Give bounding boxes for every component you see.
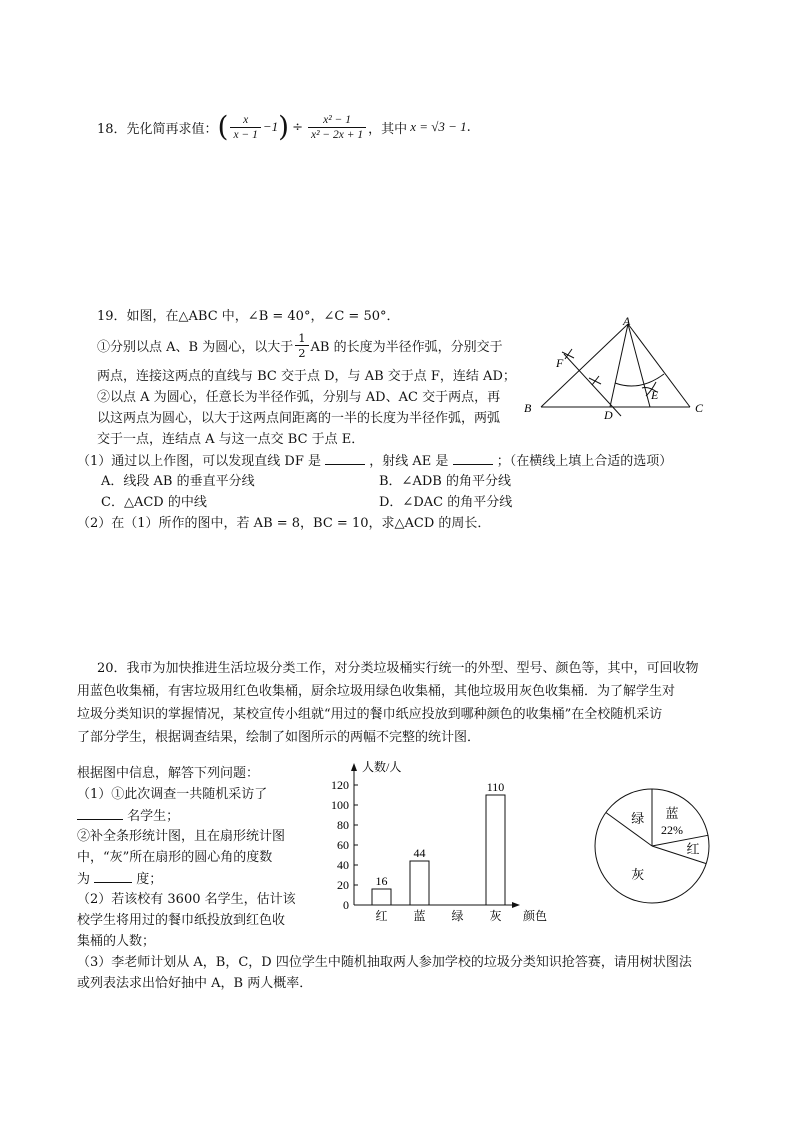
label-c: C (695, 401, 704, 415)
q19-step1-line2: 两点，连接这两点的直线与 BC 交于点 D，与 AB 交于点 F，连结 AD； (97, 369, 516, 384)
bar-value-label: 44 (413, 846, 426, 860)
q20-blank-total[interactable] (77, 805, 123, 820)
arc-a-center (615, 374, 664, 386)
side-ac (628, 324, 690, 407)
pie-chart (590, 786, 718, 904)
q19-intro: 19．如图，在△ABC 中，∠B = 40°，∠C = 50°． (97, 309, 400, 324)
pie-percent-label: 22% (660, 822, 683, 837)
q20-p2-b: 校学生将用过的餐巾纸投放到红色收 (77, 913, 286, 928)
q19-part1: （1）通过以上作图，可以发现直线 DF 是 ，射线 AE 是 ；（在横线上填上合适的选项） (77, 450, 672, 472)
q19-option-b: B．∠ADB 的角平分线 (379, 474, 511, 489)
bar-chart-ytick-label: 20 (337, 878, 349, 892)
ray-ae (628, 324, 650, 407)
q18-left-paren: ( (217, 110, 229, 143)
q19-part2: （2）在（1）所作的图中，若 AB = 8，BC = 10，求△ACD 的周长． (77, 516, 491, 531)
q20-intro-3: 垃圾分类知识的掌握情况，某校宣传小组就“用过的餐巾纸应投放到哪种颜色的收集桶”在全校随机采访 (77, 707, 663, 722)
side-ab (541, 324, 628, 407)
q20-prompt: 根据图中信息，解答下列问题： (77, 766, 260, 781)
q20-p1-c: ②补全条形统计图，且在扇形统计图 (77, 829, 286, 844)
q20-intro-1: 20．我市为加快推进生活垃圾分类工作，对分类垃圾桶实行统一的外型、型号、颜色等，其中，可回收物 (97, 661, 699, 676)
q19-option-c: C．△ACD 的中线 (101, 495, 207, 510)
bar-chart-y-arrow (351, 763, 357, 771)
bar-category-label: 蓝 (413, 909, 426, 923)
q20-p1-a: （1）①此次调查一共随机采访了 (77, 787, 268, 802)
bar-chart-ytick-label: 100 (331, 798, 349, 812)
bar-chart-ytick-label: 60 (337, 838, 349, 852)
bar-蓝 (410, 861, 429, 905)
q19-step2-line3: 交于一点，连结点 A 与这一点交 BC 于点 E． (97, 432, 365, 447)
q20-p3-b: 或列表法求出恰好抽中 A，B 两人概率． (77, 976, 313, 991)
bar-chart-x-arrow (512, 902, 520, 908)
pie-label-灰: 灰 (631, 866, 645, 882)
bar-红 (372, 889, 391, 905)
label-e: E (651, 388, 659, 402)
q19-option-d: D．∠DAC 的角平分线 (379, 495, 513, 510)
pie-label-绿: 绿 (631, 811, 645, 827)
q20-p1-d: 中，“灰”所在扇形的圆心角的度数 (77, 850, 273, 865)
q20-intro-2: 用蓝色收集桶，有害垃圾用红色收集桶，厨余垃圾用绿色收集桶，其他垃圾用灰色收集桶．为了解学生对 (77, 684, 676, 699)
q19-step2-line2: 以这两点为圆心，以大于这两点间距离的一半的长度为半径作弧，两弧 (97, 411, 501, 426)
q18-condition: x = √3 − 1 (410, 119, 467, 134)
bar-category-label: 红 (375, 909, 388, 923)
q19-option-a: A．线段 AB 的垂直平分线 (101, 474, 255, 489)
q20-intro-4: 了部分学生，根据调查结果，绘制了如图所示的两幅不完整的统计图． (77, 730, 481, 745)
q19-step2-line1: ②以点 A 为圆心，任意长为半径作弧，分别与 AD、AC 交于两点，再 (97, 390, 501, 405)
q18-fraction-2: $\frac{\text{x² − 1}}{\text{x² − 2x + 1}}$ (308, 113, 366, 142)
pie-label-红: 红 (686, 841, 700, 857)
bar-chart-ytick-label: 120 (331, 778, 349, 792)
pie-label-蓝: 蓝 (665, 805, 679, 821)
q20-p2-a: （2）若该校有 3600 名学生，估计该 (77, 892, 296, 907)
bar-category-label: 灰 (489, 909, 502, 923)
q19-step1-line1: ①分别以点 A、B 为圆心，以大于 $\frac{1}{2}$ AB 的长度为半径作弧，分别交于 (97, 330, 503, 360)
q19-blank-ae[interactable] (453, 450, 493, 465)
q20-p1-e-line: 为 度； (77, 868, 162, 890)
segment-ad (610, 324, 628, 407)
bar-chart-ytick-label: 40 (337, 858, 349, 872)
bar-chart-ytick-label: 80 (337, 818, 349, 832)
bar-chart-xlabel: 颜色 (523, 909, 548, 923)
label-d: D (604, 408, 613, 420)
q20-blank-degree[interactable] (94, 868, 132, 883)
q18-right-paren: ) (278, 110, 290, 143)
label-a: A (623, 314, 631, 328)
label-b: B (524, 401, 532, 415)
q19-blank-df[interactable] (325, 450, 365, 465)
bar-value-label: 16 (375, 874, 388, 888)
q20-p1-b-line: 名学生； (77, 805, 179, 827)
bar-chart-ylabel: 人数/人 (362, 760, 402, 774)
q18-fraction-1: $\frac{x}{x - 1}$ (230, 113, 260, 142)
q20-p2-c: 集桶的人数； (77, 934, 156, 949)
q19-half: $\frac{1}{2}$ (295, 331, 308, 360)
bar-chart-ytick-label: 0 (343, 898, 349, 912)
q19-triangle-figure (518, 312, 714, 420)
q18: 18．先化简再求值： ( $\frac{x}{x - 1}$ −1 ) ÷ $\frac{\text{x² − 1}}{\text{x² − 2x + 1}}$ ，其中 x = √3 − 1 . (97, 110, 471, 143)
q20-p3-a: （3）李老师计划从 A，B，C，D 四位学生中随机抽取两人参加学校的垃圾分类知识抢答赛，请用树状图法 (77, 955, 692, 970)
bar-category-label: 绿 (451, 909, 464, 923)
bar-chart (318, 757, 558, 927)
label-f: F (556, 356, 564, 370)
bar-灰 (486, 795, 505, 905)
bar-value-label: 110 (486, 780, 505, 794)
q18-number: 18．先化简再求值： (97, 121, 218, 137)
